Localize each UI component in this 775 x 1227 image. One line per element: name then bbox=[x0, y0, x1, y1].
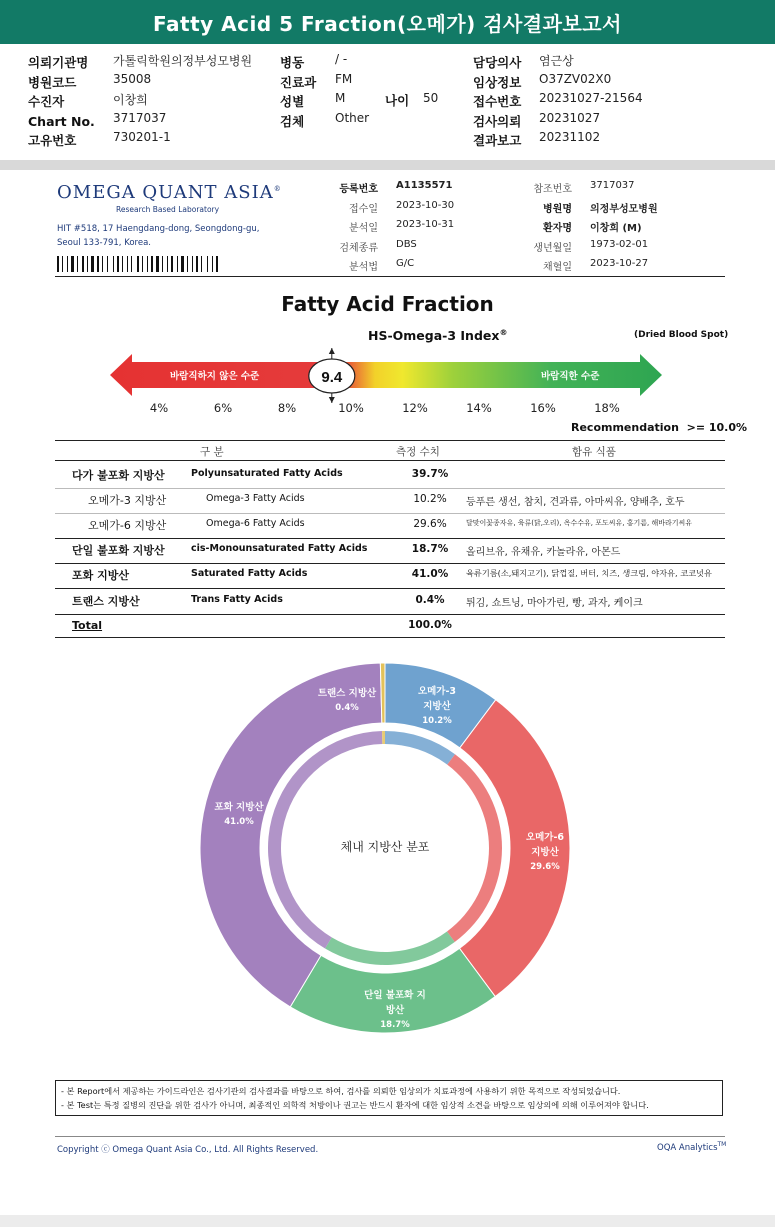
lab-address: HIT #518, 17 Haengdang-dong, Seongdong-gu, Seoul 133-791, Korea. bbox=[57, 224, 260, 248]
donut-label-trans: 트랜스 지방산 0.4% bbox=[317, 688, 377, 713]
info-value: 2023-10-27 bbox=[590, 258, 649, 269]
header-row: 고유번호 730201-1 bbox=[28, 130, 171, 149]
report-title: Fatty Acid 5 Fraction(오메가) 검사결과보고서 bbox=[0, 0, 775, 44]
bottom-band bbox=[0, 1215, 775, 1227]
tick-label: 18% bbox=[594, 401, 620, 415]
info-row bbox=[512, 258, 732, 278]
table-row-value: 10.2% bbox=[413, 493, 447, 505]
table-row-category: 오메가-6 지방산 bbox=[88, 519, 167, 532]
tick-label: 16% bbox=[530, 401, 556, 415]
tick-label: 8% bbox=[277, 401, 297, 415]
header-col1 bbox=[28, 52, 278, 150]
info-label: 참조번호 bbox=[533, 184, 572, 195]
info-row bbox=[512, 180, 732, 200]
good-level-label: 바람직한 수준 bbox=[541, 371, 600, 382]
header-row: Chart No. 3717037 bbox=[28, 110, 167, 129]
table-row-food: 등푸른 생선, 참치, 견과류, 아마씨유, 양배추, 호두 bbox=[466, 497, 685, 508]
header-separator bbox=[0, 160, 775, 170]
info-label: 검체종류 bbox=[339, 242, 378, 254]
info-value: 이창희 (M) bbox=[590, 223, 642, 234]
info-row bbox=[512, 239, 732, 259]
table-row-english: Omega-3 Fatty Acids bbox=[206, 493, 305, 504]
info-right bbox=[512, 180, 732, 278]
table-row-divider bbox=[55, 563, 725, 564]
donut-label-mono: 단일 불포화 지방산 18.7% bbox=[364, 990, 426, 1030]
index-note: (Dried Blood Spot) bbox=[634, 330, 729, 340]
header-row: 성별 M 나이 50 bbox=[280, 91, 439, 110]
table-row-category: 다가 불포화 지방산 bbox=[72, 469, 165, 482]
table-row-value: 41.0% bbox=[411, 568, 449, 580]
index-value-marker bbox=[309, 348, 355, 403]
lab-logo: OMEGA QUANT ASIA® bbox=[57, 182, 282, 203]
info-row bbox=[308, 239, 488, 259]
info-value: A1135571 bbox=[396, 180, 453, 191]
info-value: 의정부성모병원 bbox=[590, 203, 658, 215]
donut-label-omega3: 오메가-3 지방산 10.2% bbox=[417, 686, 457, 726]
note-line: - 본 Test는 특정 질병의 진단을 위한 검사가 아니며, 최종적인 의학적 처방이나 권고는 반드시 환자에 대한 임상적 소견을 바탕으로 임상의에 의해 이루어져야 합니다. bbox=[61, 1100, 649, 1110]
header-row: 접수번호 20231027-21564 bbox=[473, 91, 643, 110]
table-row-food: 달맞이꽃종자유, 육류(닭,오리), 옥수수유, 포도씨유, 홍기름, 해바라기씨유 bbox=[466, 519, 693, 527]
header-row: 병원코드 35008 bbox=[28, 71, 152, 90]
tick-label: 10% bbox=[338, 401, 364, 415]
info-bottom-line bbox=[55, 276, 725, 277]
header-row: 병동 / - bbox=[280, 52, 348, 70]
info-value: 3717037 bbox=[590, 180, 635, 191]
donut-inner-slice bbox=[382, 731, 385, 744]
table-head-value: 측정 수치 bbox=[396, 446, 440, 458]
header-row: 검체 Other bbox=[280, 110, 370, 129]
info-label: 분석법 bbox=[349, 262, 378, 273]
info-value: 1973-02-01 bbox=[590, 238, 649, 250]
table-row-english: Omega-6 Fatty Acids bbox=[206, 518, 305, 529]
barcode bbox=[57, 256, 242, 272]
table-row-divider bbox=[55, 488, 725, 489]
footer-brand: OQA Analytics™ bbox=[657, 1141, 727, 1153]
table-row-english: cis-Monounsaturated Fatty Acids bbox=[191, 543, 368, 554]
header-row: 진료과 FM bbox=[280, 71, 353, 90]
header-row: 결과보고 20231102 bbox=[473, 130, 601, 149]
index-value: 9.4 bbox=[321, 369, 343, 386]
info-label: 채혈일 bbox=[543, 262, 572, 273]
header-row: 임상정보 O37ZV02X0 bbox=[473, 71, 612, 90]
table-row-value: 39.7% bbox=[411, 468, 449, 480]
notes-box bbox=[55, 1080, 723, 1116]
donut-label-omega6: 오메가-6 지방산 29.6% bbox=[525, 832, 565, 872]
table-row-divider bbox=[55, 614, 725, 615]
bad-level-label: 바람직하지 않은 수준 bbox=[170, 371, 260, 382]
tick-label: 12% bbox=[402, 401, 428, 415]
section-title: Fatty Acid Fraction bbox=[281, 292, 494, 316]
table-row-category: 단일 불포화 지방산 bbox=[72, 544, 165, 557]
info-label: 병원명 bbox=[543, 203, 572, 215]
table-row-value: 0.4% bbox=[415, 594, 445, 606]
header-row: 수진자 이창희 bbox=[28, 93, 148, 110]
info-label: 접수일 bbox=[349, 203, 378, 215]
info-row bbox=[308, 258, 488, 278]
table-bottom-line bbox=[55, 637, 725, 638]
info-row bbox=[308, 200, 488, 220]
donut-inner-slice bbox=[325, 932, 455, 965]
info-label: 분석일 bbox=[349, 223, 378, 234]
footer-line bbox=[55, 1136, 725, 1137]
table-row-value: 18.7% bbox=[411, 543, 449, 555]
table-row-category: 오메가-3 지방산 bbox=[88, 494, 167, 507]
table-row-value: 29.6% bbox=[413, 518, 447, 530]
donut-label-saturated: 포화 지방산 41.0% bbox=[214, 802, 264, 827]
table-total-label: Total bbox=[72, 619, 103, 632]
header-col2 bbox=[280, 52, 460, 130]
table-row-divider bbox=[55, 538, 725, 539]
recommendation: Recommendation >= 10.0% bbox=[571, 421, 748, 434]
info-row bbox=[308, 180, 488, 200]
header-row: 검사의뢰 20231027 bbox=[473, 110, 601, 129]
table-head-food: 함유 식품 bbox=[572, 446, 616, 458]
table-top-line bbox=[55, 440, 725, 441]
table-row-divider bbox=[55, 513, 725, 514]
tick-label: 6% bbox=[213, 401, 233, 415]
table-total-value: 100.0% bbox=[408, 619, 452, 631]
table-row-divider bbox=[55, 588, 725, 589]
table-row-english: Saturated Fatty Acids bbox=[191, 568, 308, 579]
info-value: G/C bbox=[396, 258, 415, 269]
info-row bbox=[308, 219, 488, 239]
table-row-food: 튀김, 쇼트닝, 마아가린, 빵, 과자, 케이크 bbox=[466, 598, 643, 609]
tick-label: 4% bbox=[149, 401, 169, 415]
info-value: DBS bbox=[396, 238, 417, 250]
info-label: 생년월일 bbox=[533, 242, 572, 254]
note-line: - 본 Report에서 제공하는 가이드라인은 검사기관의 검사결과를 바탕으로 하여, 검사를 의뢰한 임상의가 치료과정에 사용하기 위한 목적으로 작성되었습니다. bbox=[61, 1086, 621, 1096]
header-row: 의뢰기관명 가톨릭학원의정부성모병원 bbox=[28, 54, 253, 70]
table-row-food: 육류기름(소,돼지고기), 닭껍질, 버터, 치즈, 생크림, 야자유, 코코넛유 bbox=[466, 568, 712, 578]
info-value: 2023-10-30 bbox=[396, 199, 455, 211]
table-head-line bbox=[55, 460, 725, 461]
info-row bbox=[512, 219, 732, 239]
table-row-category: 트랜스 지방산 bbox=[72, 595, 140, 608]
table-head-category: 구 분 bbox=[200, 446, 224, 458]
tick-label: 14% bbox=[466, 401, 492, 415]
info-label: 환자명 bbox=[543, 223, 572, 234]
info-value: 2023-10-31 bbox=[396, 219, 455, 230]
header-col3 bbox=[473, 52, 733, 150]
table-row-food: 올리브유, 유채유, 카놀라유, 아몬드 bbox=[466, 547, 621, 558]
header-row: 담당의사 염근상 bbox=[473, 54, 574, 70]
table-row-english: Trans Fatty Acids bbox=[191, 594, 283, 605]
info-mid bbox=[308, 180, 488, 278]
footer-copyright: Copyright ⓒ Omega Quant Asia Co., Ltd. All Rights Reserved. bbox=[57, 1145, 319, 1155]
donut-center-title: 체내 지방산 분포 bbox=[340, 840, 430, 854]
table-row-english: Polyunsaturated Fatty Acids bbox=[191, 468, 343, 479]
table-row-category: 포화 지방산 bbox=[72, 569, 129, 582]
info-label: 등록번호 bbox=[339, 184, 378, 195]
info-row bbox=[512, 200, 732, 220]
lab-logo-sub: Research Based Laboratory bbox=[116, 205, 220, 214]
index-title: HS-Omega-3 Index® bbox=[368, 328, 508, 344]
